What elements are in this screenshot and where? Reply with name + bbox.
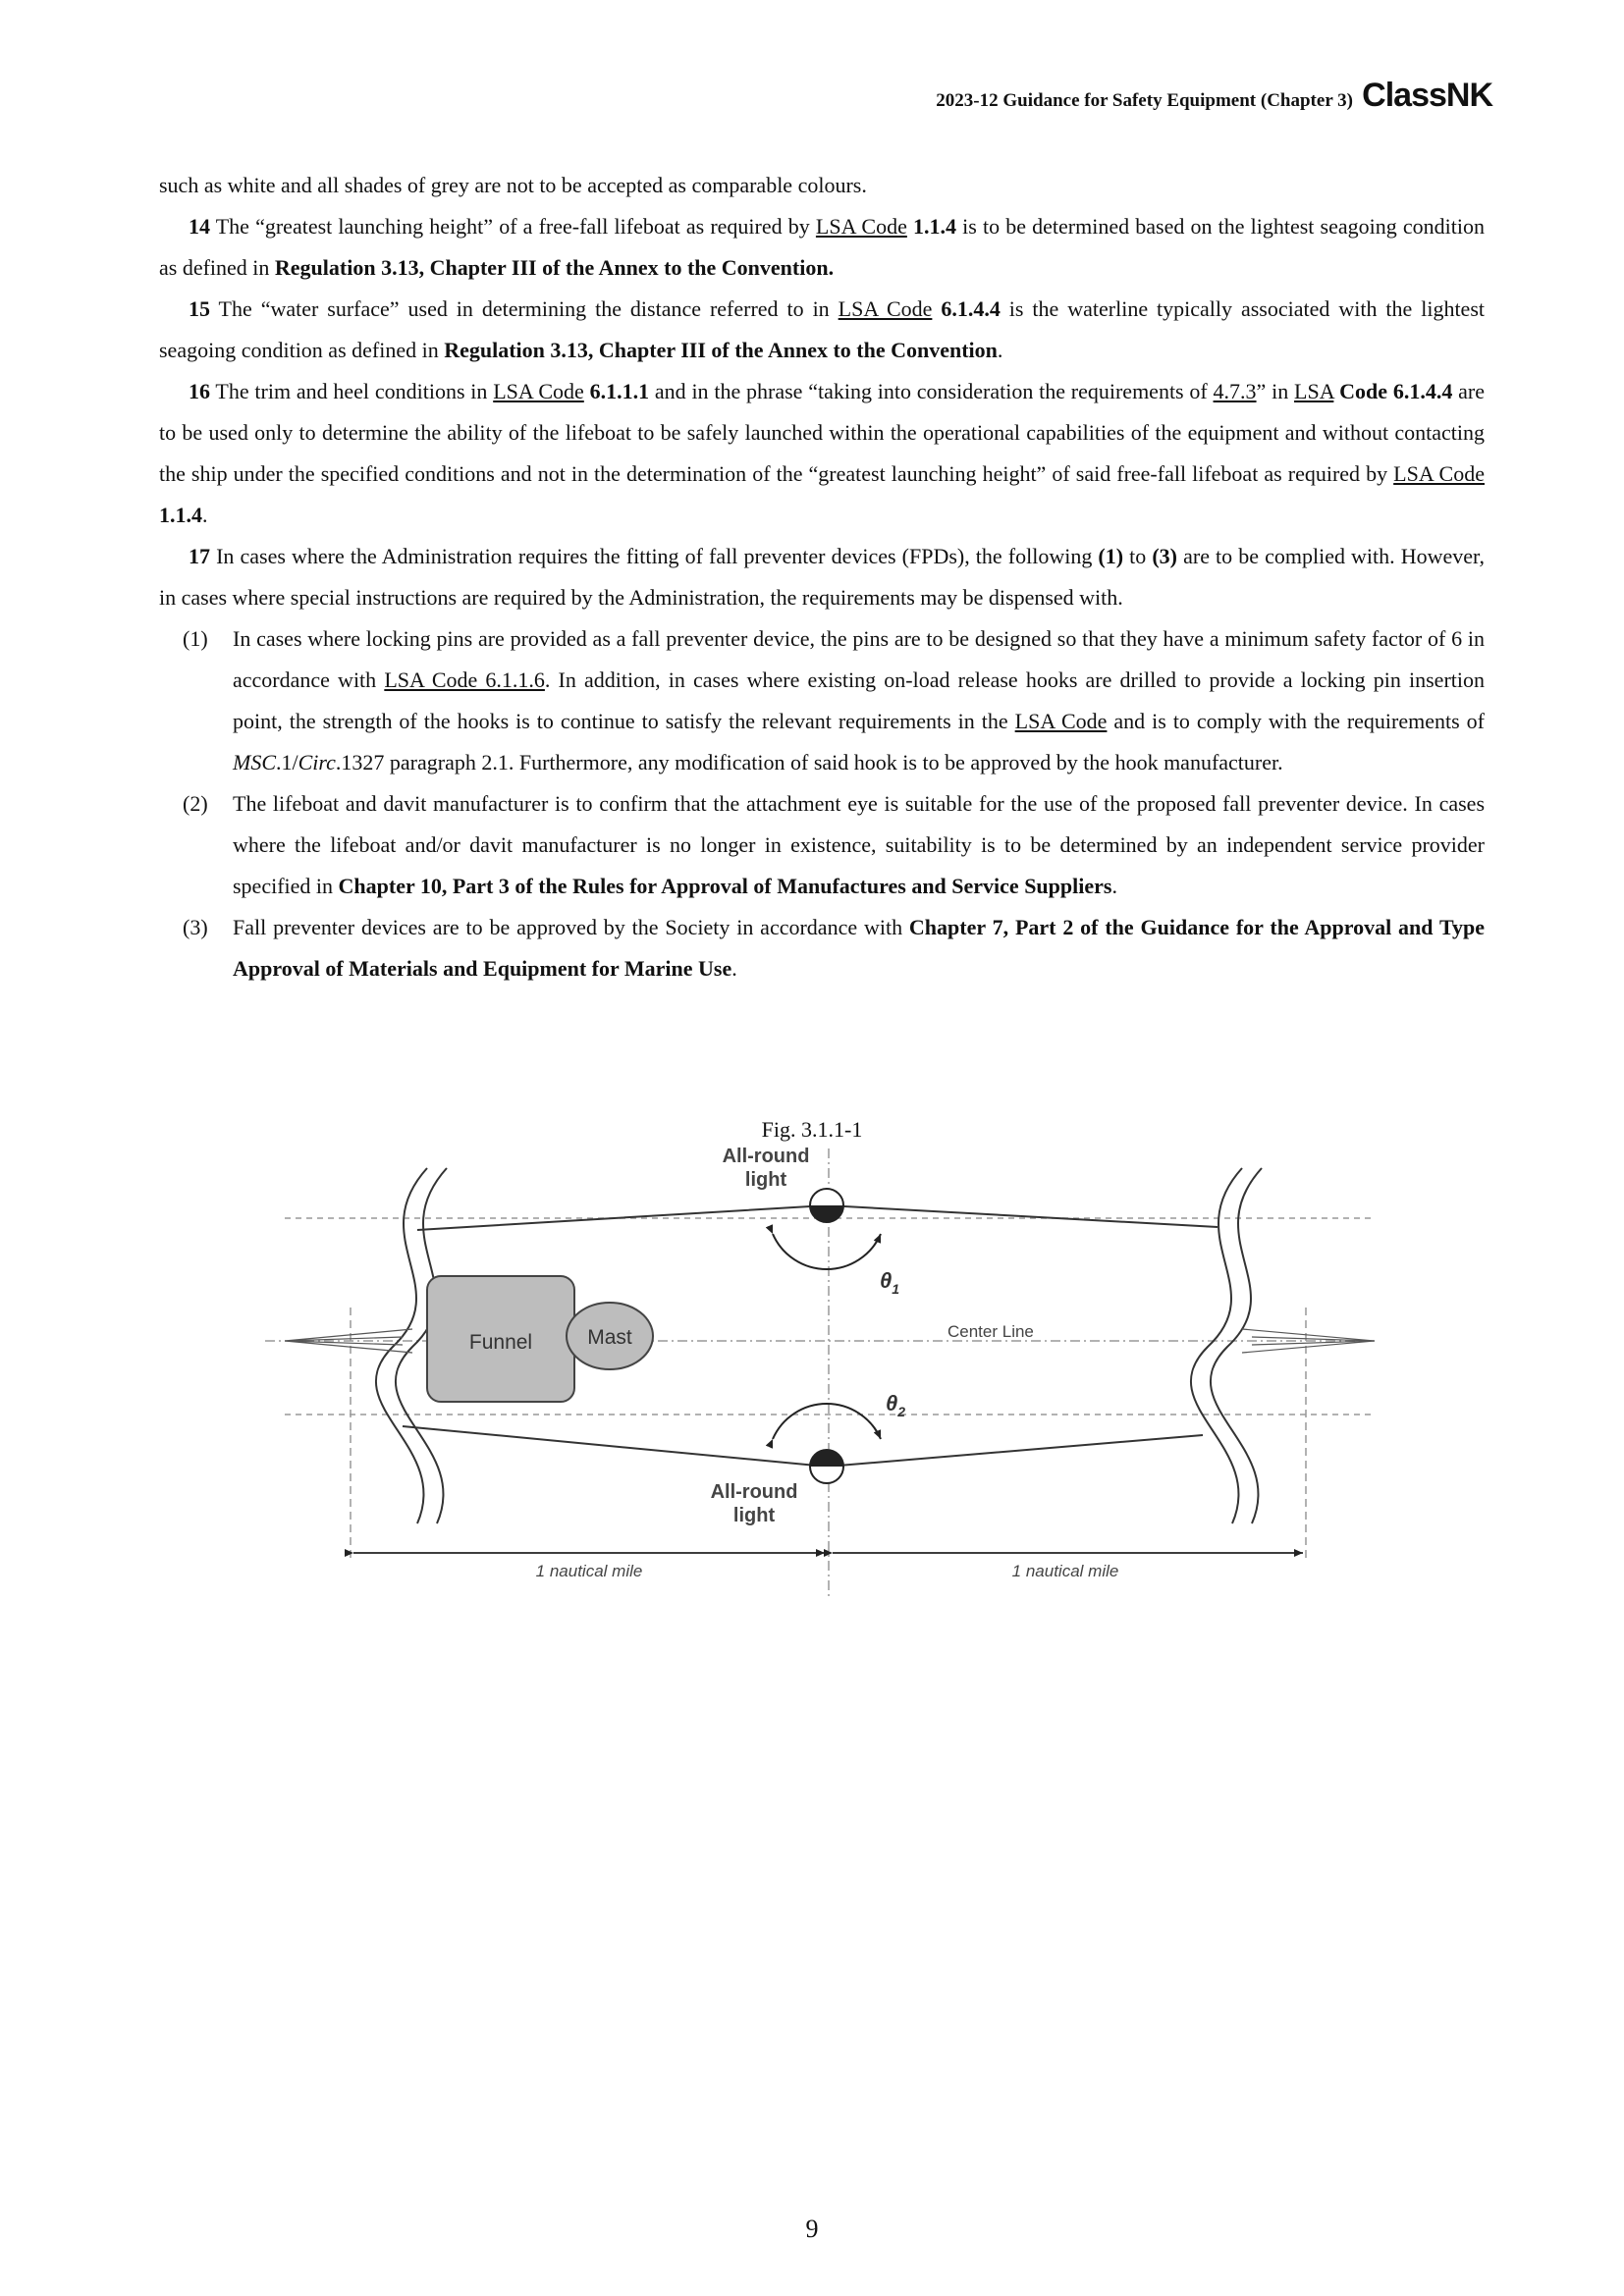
all-round-light-diagram (255, 1141, 1384, 1602)
paragraph-number: 14 (189, 214, 210, 239)
paragraph-17: 17 In cases where the Administration requires the fitting of fall preventer devices (FPDs), the following (1) to (3) are to be complied with. However, in cases where special instructions are required by the Administration, the requirements may be dispensed with. (159, 544, 1485, 610)
figure-caption: Fig. 3.1.1-1 (761, 1117, 863, 1142)
top-light-label-line1: All-round (722, 1146, 810, 1167)
header-title: 2023-12 Guidance for Safety Equipment (Chapter 3) (936, 90, 1353, 111)
paragraph-15: 15 The “water surface” used in determining the distance referred to in LSA Code 6.1.4.4 is the waterline typically associated with the lightest seagoing condition as defined in Regulation 3.13, Chapter III of the Annex to the Convention. (159, 296, 1485, 362)
paragraph-number: 15 (189, 296, 210, 321)
page-header (864, 75, 1492, 114)
funnel-label: Funnel (468, 1331, 533, 1354)
center-line-label: Center Line (947, 1322, 1034, 1341)
reference-link: LSA Code (815, 214, 907, 239)
list-item-3: (3) Fall preventer devices are to be approved by the Society in accordance with Chapter 7, Part 2 of the Guidance for the Approval and Type Approval of Materials and Equipment for Marine Use. (159, 907, 1485, 989)
top-light-icon (810, 1189, 843, 1222)
paragraph-14: 14 The “greatest launching height” of a free-fall lifeboat as required by LSA Code 1.1.4 is to be determined based on the lightest seagoing condition as defined in Regulation 3.13, Chapter III of the Annex to the Convention. (159, 214, 1485, 280)
theta1-label: $\theta_1$ (880, 1268, 900, 1297)
reference-link: 4.7.3 (1213, 379, 1257, 403)
bottom-light-label-line1: All-round (710, 1481, 798, 1503)
reference-link: LSA Code 6.1.1.6 (384, 667, 545, 692)
reference-link: LSA Code (1393, 461, 1485, 486)
bottom-light-label-line2: light (732, 1505, 776, 1526)
page-number: 9 (805, 2215, 819, 2243)
reference-link: LSA Code (1014, 709, 1108, 733)
right-hull-break-outer (1191, 1168, 1242, 1523)
document-body (159, 165, 1485, 989)
classnk-logo: ClassNK (1362, 77, 1492, 114)
list-item-2: (2) The lifeboat and davit manufacturer is to confirm that the attachment eye is suitable for the use of the proposed fall preventer device. In cases where the lifeboat and/or davit manufacturer is no longer in existence, suitability is to be determined by an independent service provider specified in Chapter 10, Part 3 of the Rules for Approval of Manufactures and Service Suppliers. (159, 783, 1485, 907)
mast-label: Mast (587, 1326, 632, 1349)
left-hull-break-outer (376, 1168, 427, 1523)
top-light-label-line2: light (744, 1169, 787, 1191)
reference-link: LSA Code (493, 379, 584, 403)
paragraph-16: 16 The trim and heel conditions in LSA Code 6.1.1.1 and in the phrase “taking into consideration the requirements of 4.7.3” in LSA Code 6.1.4.4 are to be used only to determine the ability of the lifeboat to be safely launched within the operational capabilities of the equipment and without contacting the ship under the specified conditions and not in the determination of the “greatest launching height” of said free-fall lifeboat as required by LSA Code 1.1.4. (159, 379, 1486, 527)
list-item-number: (2) (183, 791, 208, 816)
theta2-label: $\theta_2$ (886, 1391, 906, 1419)
paragraph-number: 17 (189, 544, 210, 568)
theta1-arc (773, 1234, 881, 1269)
list-item-number: (1) (183, 626, 208, 651)
list-item-1: (1) In cases where locking pins are provided as a fall preventer device, the pins are to be designed so that they have a minimum safety factor of 6 in accordance with LSA Code 6.1.1.6. In addition, in cases where existing on-load release hooks are drilled to provide a locking pin insertion point, the strength of the hooks is to continue to satisfy the relevant requirements in the LSA Code and is to comply with the requirements of MSC.1/Circ.1327 paragraph 2.1. Furthermore, any modification of said hook is to be approved by the hook manufacturer. (159, 618, 1485, 783)
theta2-arc (773, 1404, 881, 1439)
reference-link: LSA Code (838, 296, 933, 321)
paragraph-number: 16 (189, 379, 210, 403)
list-item-number: (3) (183, 915, 208, 939)
paragraph-continuation: such as white and all shades of grey are not to be accepted as comparable colours. (159, 173, 867, 197)
left-distance-label: 1 nautical mile (535, 1562, 643, 1580)
reference-link: LSA (1294, 379, 1334, 403)
hull-lower-edge (403, 1426, 1203, 1467)
bottom-light-icon (810, 1450, 843, 1483)
right-distance-label: 1 nautical mile (1011, 1562, 1119, 1580)
